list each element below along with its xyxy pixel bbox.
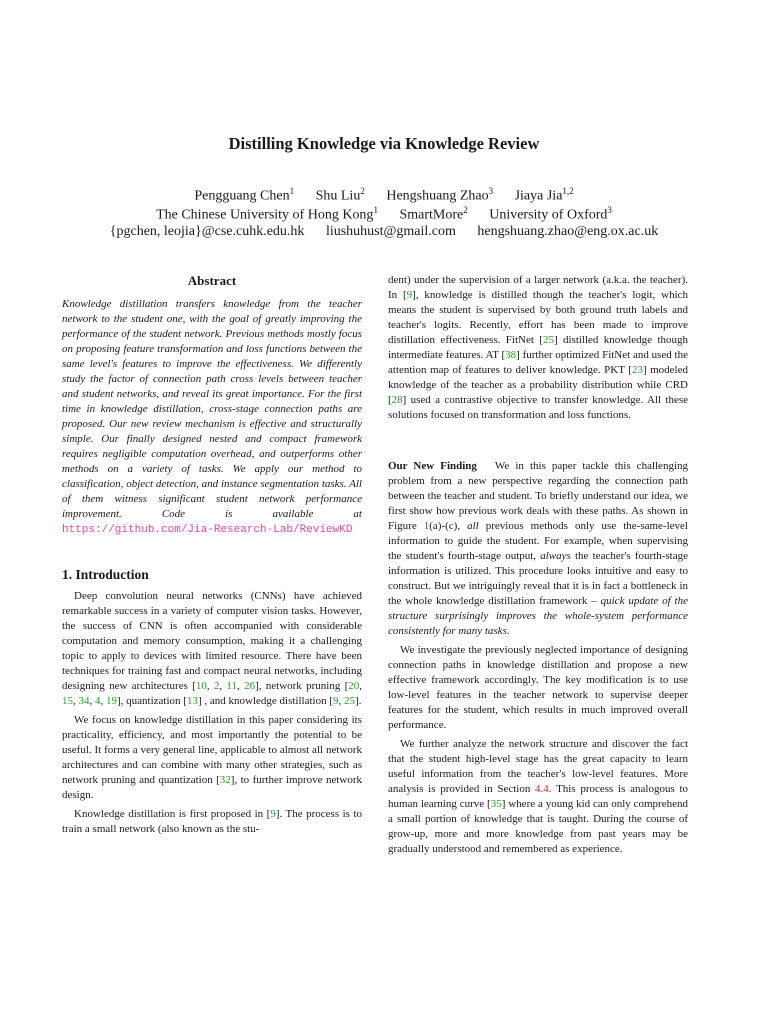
affiliation: The Chinese University of Hong Kong (156, 207, 374, 223)
figure-link[interactable]: 1 (423, 520, 430, 532)
section-link[interactable]: 4.4 (535, 783, 549, 795)
citation-link[interactable]: 38 (505, 349, 517, 361)
affiliation: University of Oxford (489, 207, 608, 223)
citation-link[interactable]: 10 (195, 680, 207, 692)
affiliation: SmartMore (399, 207, 464, 223)
affiliation-sup: 1 (373, 205, 378, 215)
left-column (62, 273, 362, 841)
intro-paragraph: We focus on knowledge distillation in this paper considering its practicality, efficiency, and most importantly the potential to be useful. It forms a very general line, applicable to almost all network architectures and can combine with many other strategies, such as network pruning and quantization [32], to further improve network design. (62, 714, 362, 801)
email: hengshuang.zhao@eng.ox.ac.uk (477, 224, 659, 239)
paper-title: Distilling Knowledge via Knowledge Review (228, 134, 540, 153)
section-heading: 1. Introduction (62, 567, 149, 582)
emphasis-text: quick update of the structure surprisingly improves the whole-system performance consistently for many tasks (388, 595, 688, 637)
citation-link[interactable]: 15 (62, 695, 73, 707)
email: {pgchen, leojia}@cse.cuhk.edu.hk (109, 224, 305, 239)
abstract-text: Knowledge distillation transfers knowledge from the teacher network to the student one, with the goal of greatly improving the performance of the student network. Previous methods mostly focus on proposing feature transformation and loss functions between the same level's features to improve the effectiveness. We differently study the factor of connection path cross levels between teacher and student networks, and reveal its great importance. For the first time in knowledge distillation, cross-stage connection paths are proposed. Our new review mechanism is effective and structurally simple. Our finally designed nested and compact framework requires negligible computation overhead, and outperforms other methods on a variety of tasks. We apply our method to classification, object detection, and instance segmentation tasks. All of them witness significant student network performance improvement. Code is available at https://github.com/Jia-Research-Lab/ReviewKD (62, 298, 362, 536)
affiliation-sup: 3 (607, 205, 612, 215)
author-affil-sup: 1 (289, 186, 295, 196)
affiliation-list (0, 205, 768, 224)
body-paragraph: We investigate the previously neglected importance of designing connection paths in knowledge distillation and propose a new effective framework accordingly. The key modification is to use low-level features in the teacher network to supervise deeper features for the student, which results in much improved overall performance. (388, 644, 688, 731)
author-list (0, 186, 768, 205)
citation-link[interactable]: 23 (631, 364, 643, 376)
intro-paragraph: Knowledge distillation is first proposed in [9]. The process is to train a small network (also known as the stu- (62, 808, 362, 835)
citation-link[interactable]: 9 (270, 808, 276, 820)
citation-link[interactable]: 4 (95, 695, 101, 707)
citation-link[interactable]: 13 (186, 695, 198, 707)
author-name: Hengshuang Zhao (386, 188, 489, 204)
citation-link[interactable]: 20 (348, 680, 360, 692)
code-link[interactable]: https://github.com/Jia-Research-Lab/ReviewKD (62, 524, 353, 536)
citation-link[interactable]: 25 (343, 695, 355, 707)
email: liushuhust@gmail.com (325, 224, 456, 239)
author-affil-sup: 2 (360, 186, 365, 196)
citation-link[interactable]: 2 (213, 680, 220, 692)
runin-heading: Our New Finding (388, 460, 477, 472)
intro-paragraph-continued: dent) under the supervision of a larger network (a.k.a. the teacher). In [9], knowledge is distilled though the teacher's logit, which means the student is supervised by both ground truth labels and teacher's logits. Recently, effort has been made to improve distillation effectiveness. FitNet [25] distilled knowledge though intermediate features. AT [38] further optimized FitNet and used the attention map of features to deliver knowledge. PKT [23] modeled knowledge of the teacher as a probability distribution while CRD [28] used a contrastive objective to transfer knowledge. All these solutions focused on transformation and loss functions. (388, 274, 689, 421)
author-affil-sup: 1,2 (562, 186, 574, 196)
citation-link[interactable]: 25 (542, 334, 554, 346)
citation-link[interactable]: 26 (244, 680, 256, 692)
citation-link[interactable]: 11 (226, 680, 238, 692)
abstract-heading: Abstract (187, 273, 237, 288)
citation-link[interactable]: 28 (391, 394, 403, 406)
citation-link[interactable]: 34 (78, 695, 90, 707)
citation-link[interactable]: 32 (219, 774, 231, 786)
author-name: Shu Liu (315, 188, 361, 204)
intro-paragraph: Deep convolution neural networks (CNNs) have achieved remarkable success in a variety of computer vision tasks. However, the success of CNN is often accompanied with considerable computation and memory consumption, making it a challenging topic to apply to devices with limited resource. There have been techniques for training fast and compact neural networks, including designing new architectures [10, 2, 11, 26], network pruning [20, 15, 34, 4, 19], quantization [13] , and knowledge distillation [9, 25]. (62, 590, 363, 707)
citation-link[interactable]: 35 (490, 798, 502, 810)
citation-link[interactable]: 19 (106, 695, 117, 707)
right-column (388, 273, 688, 861)
body-paragraph: We further analyze the network structure and discover the fact that the student high-level stage has the great capacity to learn useful information from the teacher's low-level features. More analysis is provided in Section 4.4. This process is analogous to human learning curve [35] where a young kid can only comprehend a small portion of knowledge that is taught. During the course of grow-up, more and more knowledge from past years may be gradually understood and remembered as experience. (388, 738, 688, 855)
email-list (0, 224, 768, 240)
citation-link[interactable]: 9 (332, 695, 339, 707)
author-name: Pengguang Chen (194, 188, 290, 204)
affiliation-sup: 2 (463, 205, 468, 215)
finding-paragraph: Our New Finding We in this paper tackle this challenging problem from a new perspective regarding the connection path between the teacher and student. To briefly understand our idea, we first show how previous work deals with these paths. As shown in Figure 1(a)-(c), all previous methods only use the-same-level information to guide the student. For example, when supervising the student's fourth-stage output, always the teacher's fourth-stage information is utilized. This procedure looks intuitive and easy to construct. But we intriguingly reveal that it is in fact a bottleneck in the whole knowledge distillation framework – quick update of the structure surprisingly improves the whole-system performance consistently for many tasks. (388, 460, 688, 637)
author-affil-sup: 3 (488, 186, 494, 196)
author-name: Jiaya Jia (514, 188, 563, 204)
citation-link[interactable]: 9 (406, 289, 413, 301)
